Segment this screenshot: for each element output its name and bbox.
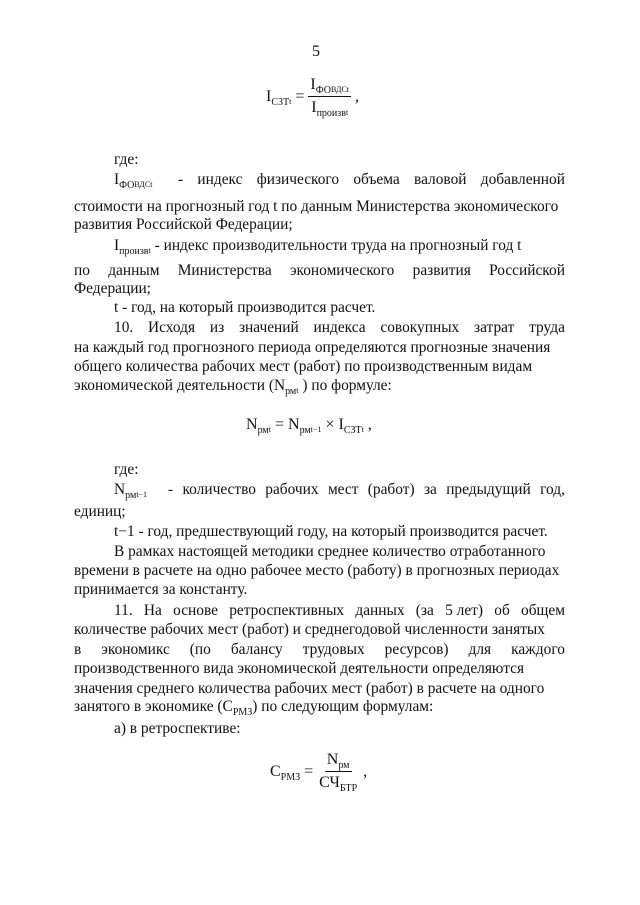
def1-line1: - индекс физического объема валовой добавленной bbox=[178, 171, 565, 188]
def2-line3: Федерации; bbox=[74, 280, 151, 297]
formula2-term2: $I_{СЗТ}t$ bbox=[338, 416, 364, 436]
trailing-comma: , bbox=[355, 87, 360, 105]
p11-line1: 11. На основе ретроспективных данных (за 5 лет) об общем bbox=[114, 602, 565, 619]
def4-symbol: $N_{рм}t-1$ bbox=[114, 481, 148, 501]
def2-line1: $I_{произв}t$ - индекс производительности труда на прогнозный год t bbox=[114, 237, 522, 257]
def1-symbol: $I_{ФО}ВДСt$ bbox=[114, 171, 153, 191]
formula2-term1: $N_{рм}t-1$ bbox=[288, 416, 322, 436]
item-a: а) в ретроспективе: bbox=[114, 720, 241, 737]
p11-line5: значения среднего количества рабочих мест (работ) в расчете на одного bbox=[74, 680, 545, 697]
def1-line2: стоимости на прогнозный год t по данным Министерства экономического bbox=[74, 198, 559, 215]
pconst-line3: принимается за константу. bbox=[74, 581, 248, 598]
trailing-comma: , bbox=[363, 762, 368, 780]
where-label-2: где: bbox=[114, 461, 139, 478]
def4-line1: - количество рабочих мест (работ) за предыдущий год, bbox=[168, 481, 565, 498]
def1-line3: развития Российской Федерации; bbox=[74, 216, 293, 233]
fraction bbox=[308, 76, 351, 117]
formula-lhs: $I_{СЗТ}t$ bbox=[266, 87, 292, 108]
fraction-numerator: $I_{ФО}ВДСt$ bbox=[310, 76, 350, 96]
p11-line3: в экономикс (по балансу трудовых ресурсов) для каждого bbox=[74, 641, 565, 658]
formula-n-rm bbox=[246, 416, 372, 434]
def5-line: t−1 - год, предшествующий году, на который производится расчет. bbox=[114, 523, 548, 540]
page-number: 5 bbox=[312, 43, 320, 60]
p11-line4: производственного вида экономической деятельности определяются bbox=[74, 660, 525, 677]
equals-sign: = bbox=[295, 87, 305, 105]
fraction-numerator: $N_{рм}$ bbox=[326, 751, 350, 771]
def4-line2: единиц; bbox=[74, 503, 126, 520]
formula-i-szt bbox=[266, 76, 359, 117]
fraction-denominator: $СЧ_{БТР}$ bbox=[319, 774, 358, 794]
p10-line3: общего количества рабочих мест (работ) по производственным видам bbox=[74, 358, 533, 375]
where-label: где: bbox=[114, 151, 139, 168]
def2-line2: по данным Министерства экономического развития Российской bbox=[74, 262, 565, 279]
formula3-lhs: $С_{РМЗ}$ bbox=[270, 762, 301, 783]
pconst-line2: времени в расчете на одно рабочее место (работу) в прогнозных периодах bbox=[74, 562, 560, 579]
times-sign: × bbox=[325, 416, 335, 433]
equals-sign: = bbox=[274, 416, 285, 433]
p10-line2: на каждый год прогнозного периода определяются прогнозные значения bbox=[74, 339, 551, 356]
trailing-comma: , bbox=[367, 416, 372, 433]
p10-line1: 10. Исходя из значений индекса совокупных затрат труда bbox=[114, 319, 565, 336]
def3-line: t - год, на который производится расчет. bbox=[114, 299, 376, 316]
p10-line4: экономической деятельности ($N_{рм}t$ ) по формуле: bbox=[74, 377, 392, 397]
fraction-denominator: $I_{произв}t$ bbox=[311, 99, 349, 119]
fraction bbox=[317, 751, 359, 792]
equals-sign: = bbox=[304, 762, 314, 780]
p11-line6: занятого в экономике $(С_{РМЗ})$ по следующим формулам: bbox=[74, 698, 434, 718]
pconst-line1: В рамках настоящей методики среднее количество отработанного bbox=[114, 543, 546, 560]
formula2-lhs: $N_{рм}t$ bbox=[246, 416, 271, 436]
p11-line2: количестве рабочих мест (работ) и среднегодовой численности занятых bbox=[74, 621, 545, 638]
formula-c-rmz bbox=[270, 751, 367, 792]
